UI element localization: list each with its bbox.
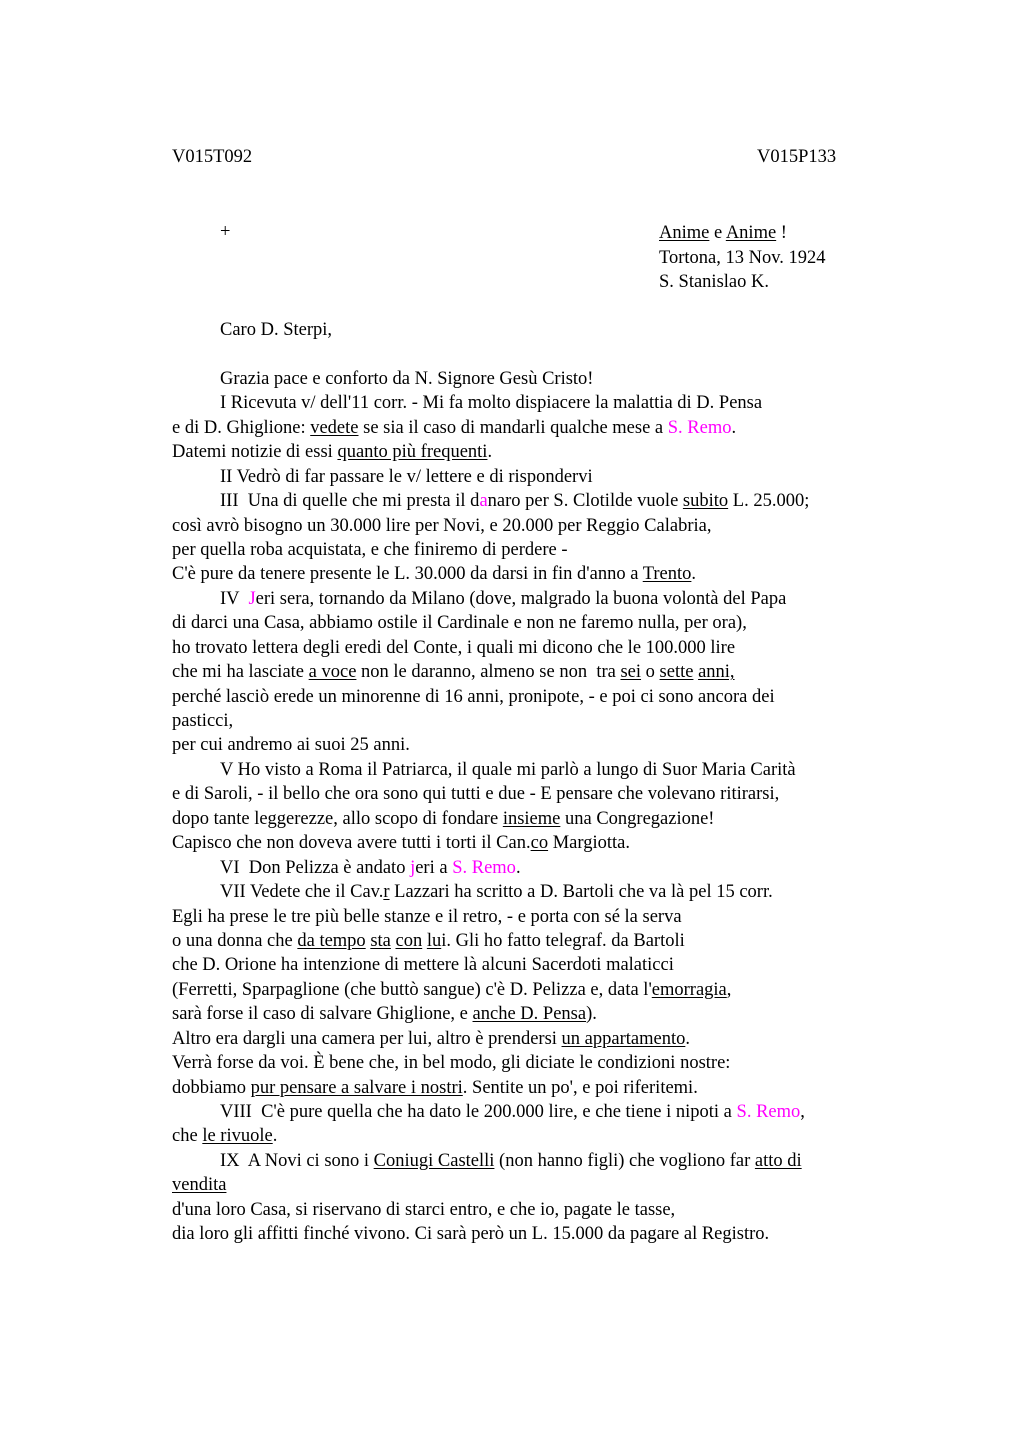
text-line: dia loro gli affitti finché vivono. Ci sarà però un L. 15.000 da pagare al Registro. xyxy=(172,1224,770,1245)
text-line: Verrà forse da voi. È bene che, in bel modo, gli diciate le condizioni nostre: xyxy=(172,1053,731,1074)
text-line: VII Vedete che il Cav.r Lazzari ha scritto a D. Bartoli che va là pel 15 corr. xyxy=(220,882,773,903)
cross-mark: + xyxy=(220,222,231,242)
text-line: C'è pure da tenere presente le L. 30.000 da darsi in fin d'anno a Trento. xyxy=(172,564,697,585)
motto-word-1: Anime xyxy=(659,223,710,243)
motto-word-2: Anime xyxy=(725,223,777,243)
text-line: che mi ha lasciate a voce non le daranno, almeno se non tra sei o sette anni, xyxy=(172,662,735,683)
text-line: III Una di quelle che mi presta il danaro per S. Clotilde vuole subito L. 25.000; xyxy=(220,491,810,512)
text-line: e di Saroli, - il bello che ora sono qui tutti e due - E pensare che volevano ritirarsi, xyxy=(172,784,780,805)
letter-body xyxy=(172,318,892,1247)
text-line: d'una loro Casa, si riservano di starci entro, e che io, pagate le tasse, xyxy=(172,1199,676,1220)
salutation: Caro D. Sterpi, xyxy=(220,320,333,340)
text-line: perché lasciò erede un minorenne di 16 anni, pronipote, - e poi ci sono ancora dei xyxy=(172,686,775,707)
text-line: pasticci, xyxy=(172,711,234,731)
highlighted-place: S. Remo xyxy=(667,417,732,438)
text-line: VI Don Pelizza è andato jeri a S. Remo. xyxy=(220,857,521,878)
text-line: sarà forse il caso di salvare Ghiglione, e anche D. Pensa). xyxy=(172,1004,597,1025)
document-code-right: V015P133 xyxy=(757,147,837,167)
text-line: V Ho visto a Roma il Patriarca, il quale mi parlò a lungo di Suor Maria Carità xyxy=(220,759,796,780)
text-line: dobbiamo pur pensare a salvare i nostri. Sentite un po', e poi riferitemi. xyxy=(172,1077,698,1098)
text-line: di darci una Casa, abbiamo ostile il Cardinale e non ne faremo nulla, per ora), xyxy=(172,613,747,634)
text-line: o una donna che da tempo sta con lui. Gli ho fatto telegraf. da Bartoli xyxy=(172,930,685,951)
text-line: Capisco che non doveva avere tutti i torti il Can.co Margiotta. xyxy=(172,833,630,854)
text-line: I Ricevuta v/ dell'11 corr. - Mi fa molto dispiacere la malattia di D. Pensa xyxy=(220,393,763,414)
text-line: dopo tante leggerezze, allo scopo di fondare insieme una Congregazione! xyxy=(172,808,715,829)
text-line: Altro era dargli una camera per lui, altro è prendersi un appartamento. xyxy=(172,1028,690,1049)
document-code-left: V015T092 xyxy=(172,147,253,167)
text-line: (Ferretti, Sparpaglione (che buttò sangue) c'è D. Pelizza e, data l'emorragia, xyxy=(172,979,732,1000)
greeting: Grazia pace e conforto da N. Signore Gesù Cristo! xyxy=(220,368,594,389)
text-line: per quella roba acquistata, e che finiremo di perdere - xyxy=(172,539,568,560)
text-line: così avrò bisogno un 30.000 lire per Novi, e 20.000 per Reggio Calabria, xyxy=(172,515,712,536)
motto: Anime e Anime ! xyxy=(659,223,787,243)
text-line: II Vedrò di far passare le v/ lettere e di rispondervi xyxy=(220,466,593,487)
text-line: che le rivuole. xyxy=(172,1126,278,1147)
saint-of-day: S. Stanislao K. xyxy=(659,272,769,292)
place-date: Tortona, 13 Nov. 1924 xyxy=(659,247,826,268)
text-line: IV Jeri sera, tornando da Milano (dove, malgrado la buona volontà del Papa xyxy=(220,588,787,609)
text-line: per cui andremo ai suoi 25 anni. xyxy=(172,735,410,756)
text-line: Egli ha prese le tre più belle stanze e il retro, - e porta con sé la serva xyxy=(172,906,682,927)
text-line: e di D. Ghiglione: vedete se sia il caso di mandarli qualche mese a S. Remo. xyxy=(172,417,737,438)
text-line: ho trovato lettera degli eredi del Conte, i quali mi dicono che le 100.000 lire xyxy=(172,637,736,658)
text-line: IX A Novi ci sono i Coniugi Castelli (non hanno figli) che vogliono far atto di xyxy=(220,1150,802,1171)
text-line: VIII C'è pure quella che ha dato le 200.000 lire, e che tiene i nipoti a S. Remo, xyxy=(220,1102,805,1122)
heading-block xyxy=(659,221,826,295)
text-line: Datemi notizie di essi quanto più frequenti. xyxy=(172,442,493,463)
text-line: che D. Orione ha intenzione di mettere là alcuni Sacerdoti malaticci xyxy=(172,955,674,976)
text-line: vendita xyxy=(172,1175,227,1196)
